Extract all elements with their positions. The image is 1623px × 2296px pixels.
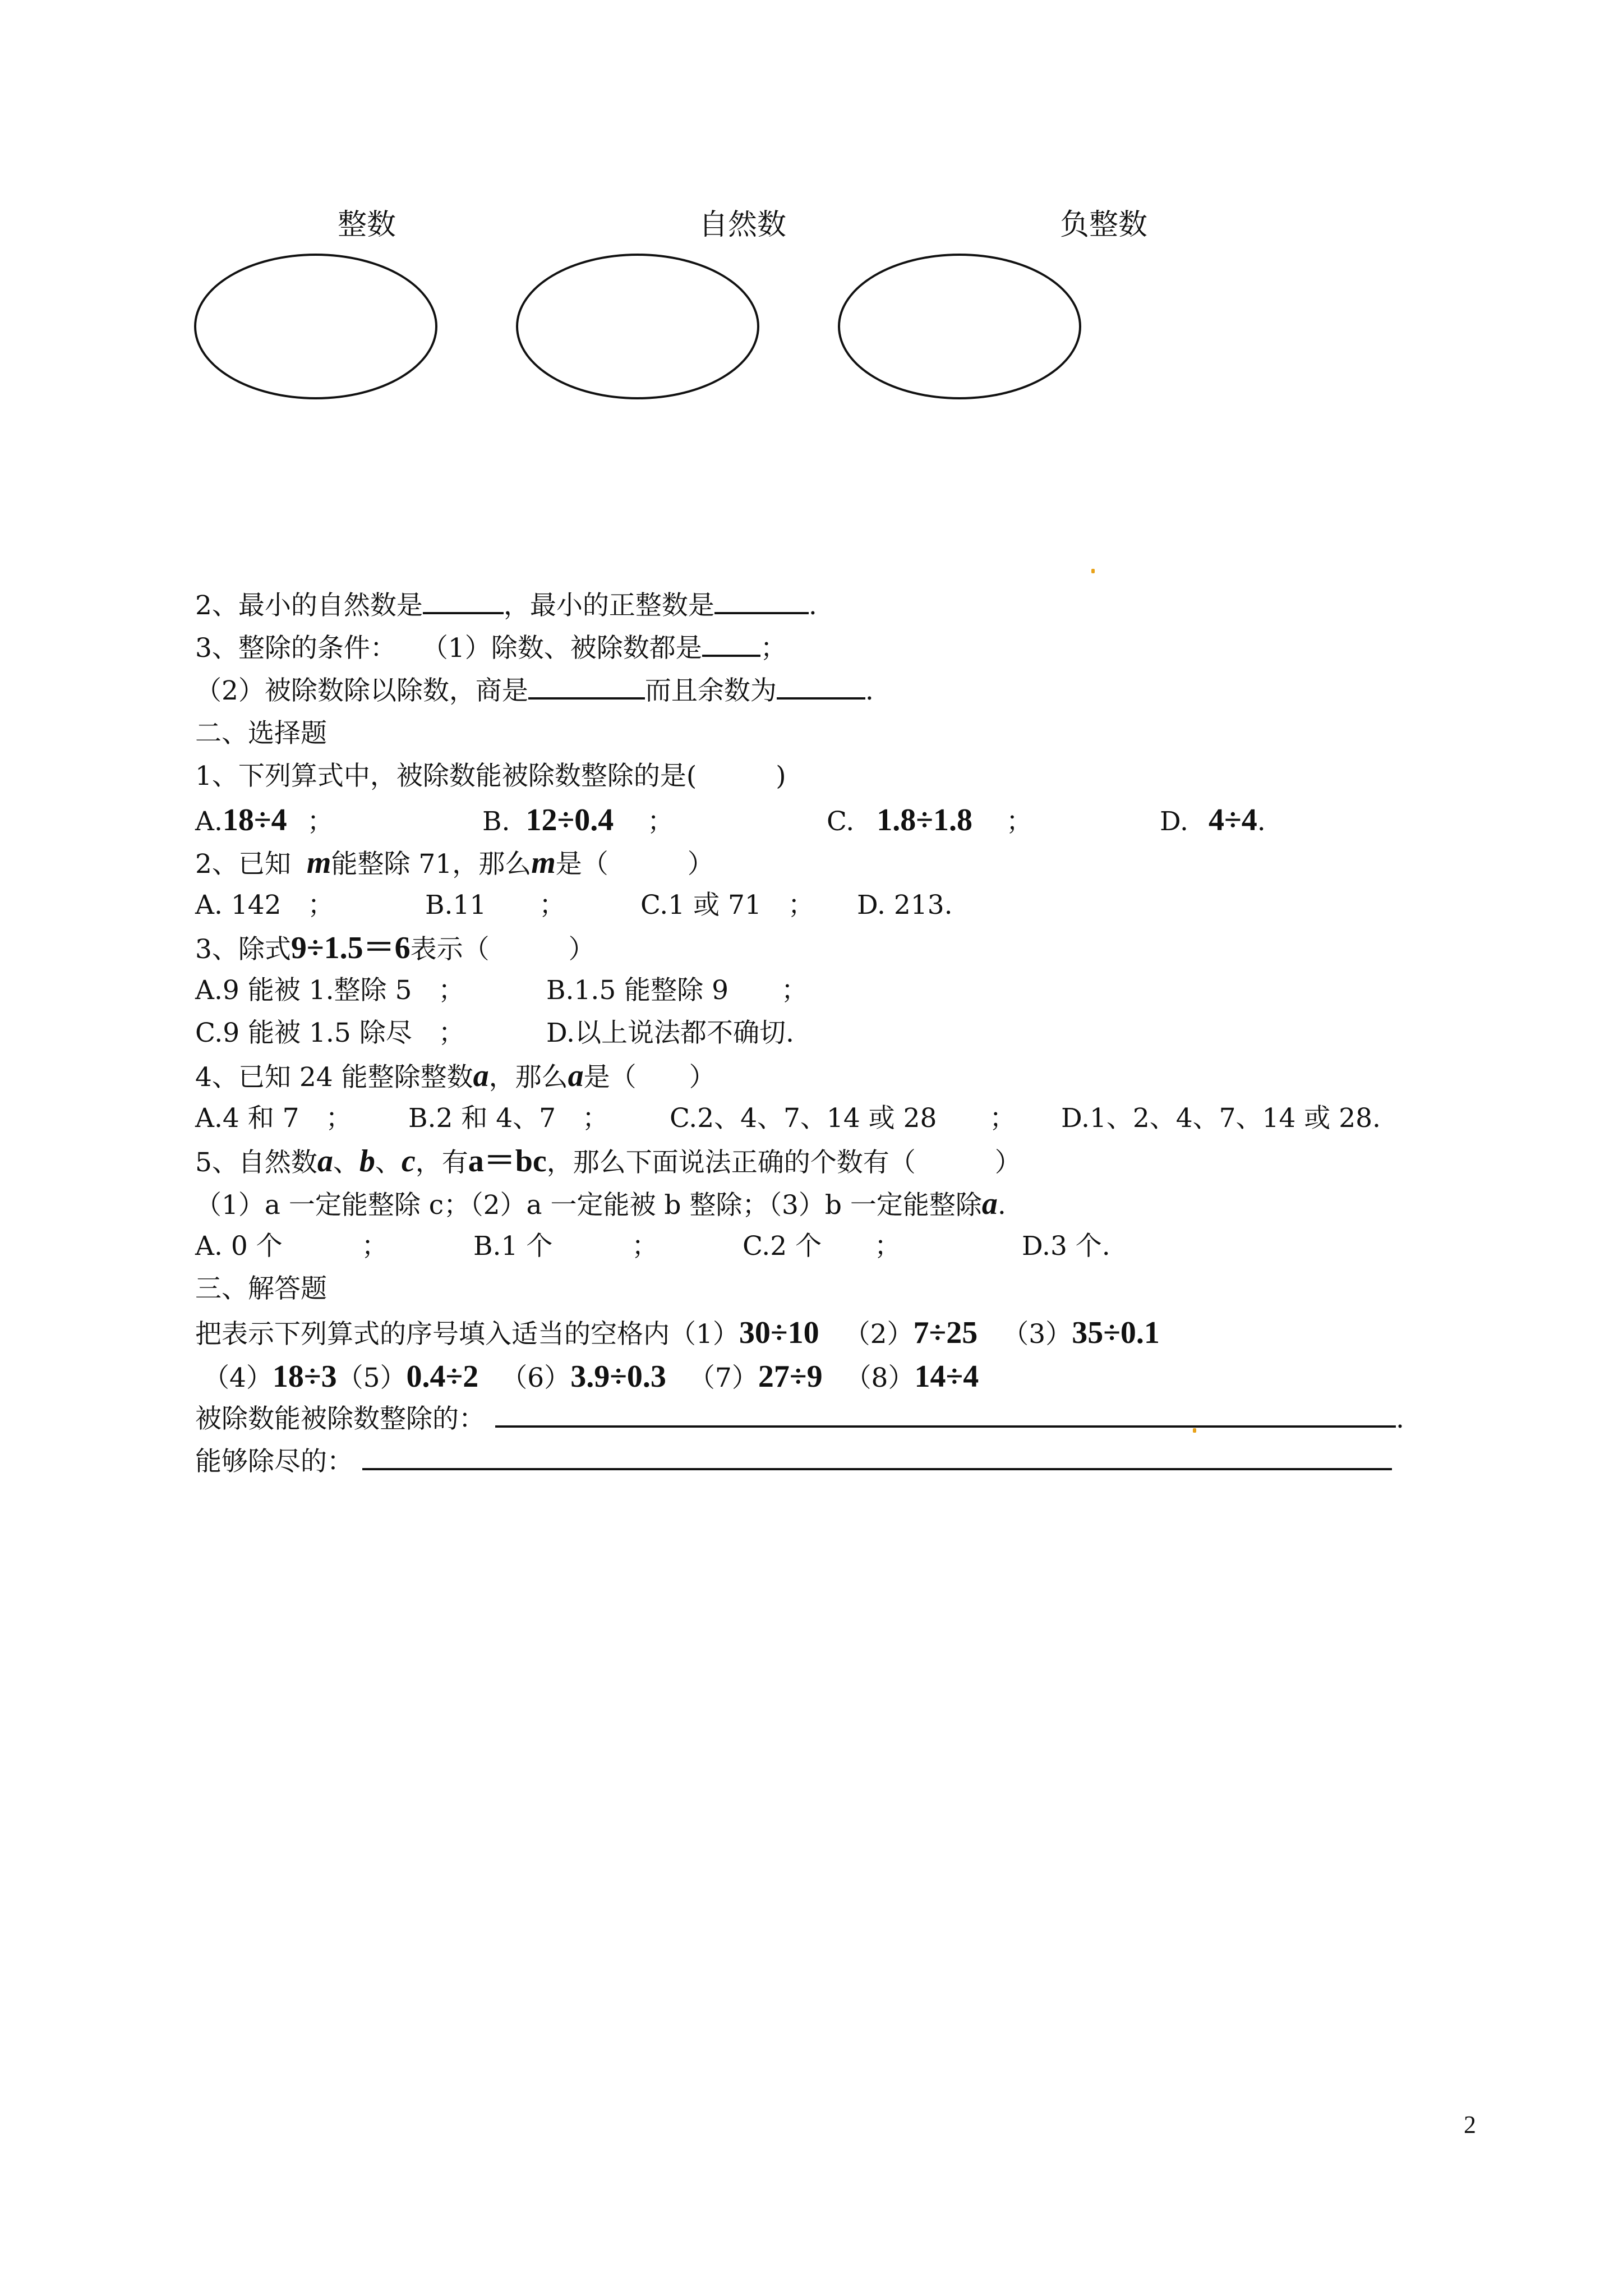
mc2-option-c[interactable]: C.1 或 71 ； [640, 890, 814, 921]
item-number: （4） [203, 1363, 273, 1393]
item-number: （5） [336, 1363, 407, 1393]
q3-text-d: 而且余数为 [644, 675, 777, 706]
stem-text: 是（ ） [555, 849, 714, 880]
answer-blank[interactable] [495, 1403, 1396, 1428]
q2-text-a: 2、最小的自然数是 [195, 590, 423, 621]
stem-variable: a [568, 1059, 584, 1093]
answer-line-divisible [195, 1402, 1404, 1436]
short-answer-intro [195, 1316, 1160, 1351]
stem-variable: b [359, 1144, 375, 1179]
stem-text: 3、除式 [195, 934, 291, 965]
oval-negative [838, 254, 1081, 399]
intro-text: 把表示下列算式的序号填入适当的空格内 [195, 1319, 670, 1350]
q2-end: . [808, 590, 817, 621]
stray-mark [1091, 569, 1095, 573]
mc1-option-a[interactable] [195, 803, 334, 839]
stem-text: 能整除 71，那么 [331, 849, 532, 880]
stem-text: 是（ ） [583, 1062, 716, 1093]
mc-question-5-statements [195, 1187, 1006, 1222]
item-number: （1） [670, 1319, 739, 1350]
statement-end: . [997, 1190, 1006, 1221]
item-number: （3） [1002, 1319, 1072, 1350]
category-label-negative: 负整数 [1060, 208, 1148, 242]
option-label: C. [827, 806, 855, 837]
answer-blank[interactable] [702, 632, 760, 657]
fill-question-2 [195, 589, 817, 623]
stem-text: 、 [375, 1147, 402, 1178]
section-3-title: 三、解答题 [195, 1273, 327, 1304]
short-answer-items [195, 1360, 979, 1395]
category-label-natural: 自然数 [699, 208, 787, 242]
answer-label: 被除数能被除数整除的： [195, 1404, 485, 1434]
option-tail: ； [1006, 806, 1032, 837]
item-expr: 27÷9 [758, 1359, 823, 1394]
q3-text-c: （2）被除数除以除数，商是 [195, 675, 528, 706]
stem-variable: a [317, 1144, 333, 1179]
stem-text: ，那么下面说法正确的个数有（ ） [546, 1147, 1021, 1178]
fill-question-3-part2 [195, 674, 874, 708]
option-label: D. [1160, 806, 1188, 837]
mc4-option-c[interactable]: C.2、4、7、14 或 28 ； [670, 1103, 1016, 1134]
mc1-option-b[interactable] [482, 803, 674, 839]
item-number: （2） [843, 1319, 914, 1350]
mc-question-5-stem [195, 1144, 1021, 1180]
mc3-option-b[interactable]: B.1.5 能整除 9 ； [546, 975, 808, 1006]
item-number: （7） [688, 1363, 758, 1393]
fill-question-3 [195, 632, 787, 665]
mc1-option-c[interactable] [827, 803, 1032, 839]
item-expr: 3.9÷0.3 [570, 1359, 666, 1394]
item-number: （6） [501, 1363, 571, 1393]
mc-question-3-stem [195, 931, 595, 967]
stem-text: 、 [333, 1147, 359, 1178]
item-number: （8） [845, 1363, 915, 1393]
mc5-option-c[interactable]: C.2 个 ； [743, 1231, 901, 1262]
stem-text: ，有 [415, 1147, 468, 1178]
option-expr: 1.8÷1.8 [877, 803, 972, 838]
option-expr: 18÷4 [222, 803, 287, 838]
mc3-option-c[interactable]: C.9 能被 1.5 除尽 ； [195, 1018, 465, 1048]
q2-text-b: ，最小的正整数是 [503, 590, 714, 621]
category-label-integer: 整数 [338, 208, 396, 242]
stem-variable: c [401, 1144, 416, 1179]
item-expr: 18÷3 [272, 1359, 337, 1394]
mc2-option-b[interactable]: B.11 ； [425, 890, 566, 921]
oval-natural [516, 254, 759, 399]
option-tail: ； [307, 806, 334, 837]
oval-integer [194, 254, 437, 399]
mc4-option-d[interactable]: D.1、2、4、7、14 或 28. [1061, 1103, 1381, 1134]
page-number: 2 [1464, 2111, 1476, 2138]
stem-variable: m [306, 845, 331, 880]
mc-question-4-stem [195, 1059, 716, 1094]
mc1-option-d[interactable] [1160, 803, 1266, 839]
stem-variable: m [531, 845, 556, 880]
answer-blank[interactable] [423, 590, 504, 614]
mc3-option-a[interactable]: A.9 能被 1.整除 5 ； [195, 975, 465, 1006]
item-expr: 35÷0.1 [1072, 1315, 1160, 1350]
mc2-option-d[interactable]: D. 213. [857, 890, 953, 921]
statement-text: （1）a 一定能整除 c；（2）a 一定能被 b 整除；（3）b 一定能整除 [195, 1190, 982, 1221]
stem-text: ，那么 [488, 1062, 568, 1093]
answer-line-exact [195, 1445, 1392, 1479]
mc3-option-d[interactable]: D.以上说法都不确切. [546, 1018, 794, 1048]
mc4-option-b[interactable]: B.2 和 4、7 ； [408, 1103, 609, 1134]
answer-blank[interactable] [777, 675, 865, 700]
mc5-option-b[interactable]: B.1 个 ； [473, 1231, 658, 1262]
stem-text: 2、已知 [195, 849, 291, 880]
q3-text-b: （1）除数、被除数都是 [421, 633, 702, 664]
stem-text: 4、已知 24 能整除整数 [195, 1062, 473, 1093]
section-2-title: 二、选择题 [195, 718, 327, 749]
option-tail: . [1257, 806, 1266, 837]
option-label: B. [482, 806, 510, 837]
q3-d-end: . [865, 675, 874, 706]
option-expr: 4÷4 [1208, 803, 1257, 838]
answer-label: 能够除尽的： [195, 1446, 353, 1477]
stem-expr: a＝bc [468, 1144, 547, 1179]
item-expr: 30÷10 [739, 1315, 819, 1350]
option-expr: 12÷0.4 [525, 803, 614, 838]
stem-expr: 9÷1.5＝6 [291, 931, 411, 965]
q3-text-a: 3、整除的条件： [195, 633, 396, 664]
mc-question-1-stem: 1、下列算式中，被除数能被除数整除的是( ) [195, 761, 786, 792]
stem-variable: a [473, 1059, 489, 1093]
stem-text: 5、自然数 [195, 1147, 317, 1178]
item-expr: 0.4÷2 [406, 1359, 479, 1394]
mc2-option-a[interactable]: A. 142 ； [195, 890, 334, 921]
stem-text: 表示（ ） [410, 934, 595, 965]
mc5-option-d[interactable]: D.3 个. [1022, 1231, 1110, 1262]
mc4-option-a[interactable]: A.4 和 7 ； [195, 1103, 352, 1134]
answer-end: . [1396, 1404, 1404, 1434]
statement-variable: a [981, 1186, 998, 1221]
mc5-option-a[interactable]: A. 0 个 ； [195, 1231, 388, 1262]
item-expr: 7÷25 [913, 1315, 978, 1350]
answer-blank[interactable] [528, 675, 645, 700]
q3-end: ； [760, 633, 787, 664]
mc-question-2-stem [195, 846, 714, 881]
option-label: A. [195, 806, 223, 837]
answer-blank[interactable] [714, 590, 809, 614]
item-expr: 14÷4 [914, 1359, 979, 1394]
option-tail: ； [647, 806, 674, 837]
answer-blank[interactable] [362, 1446, 1392, 1470]
